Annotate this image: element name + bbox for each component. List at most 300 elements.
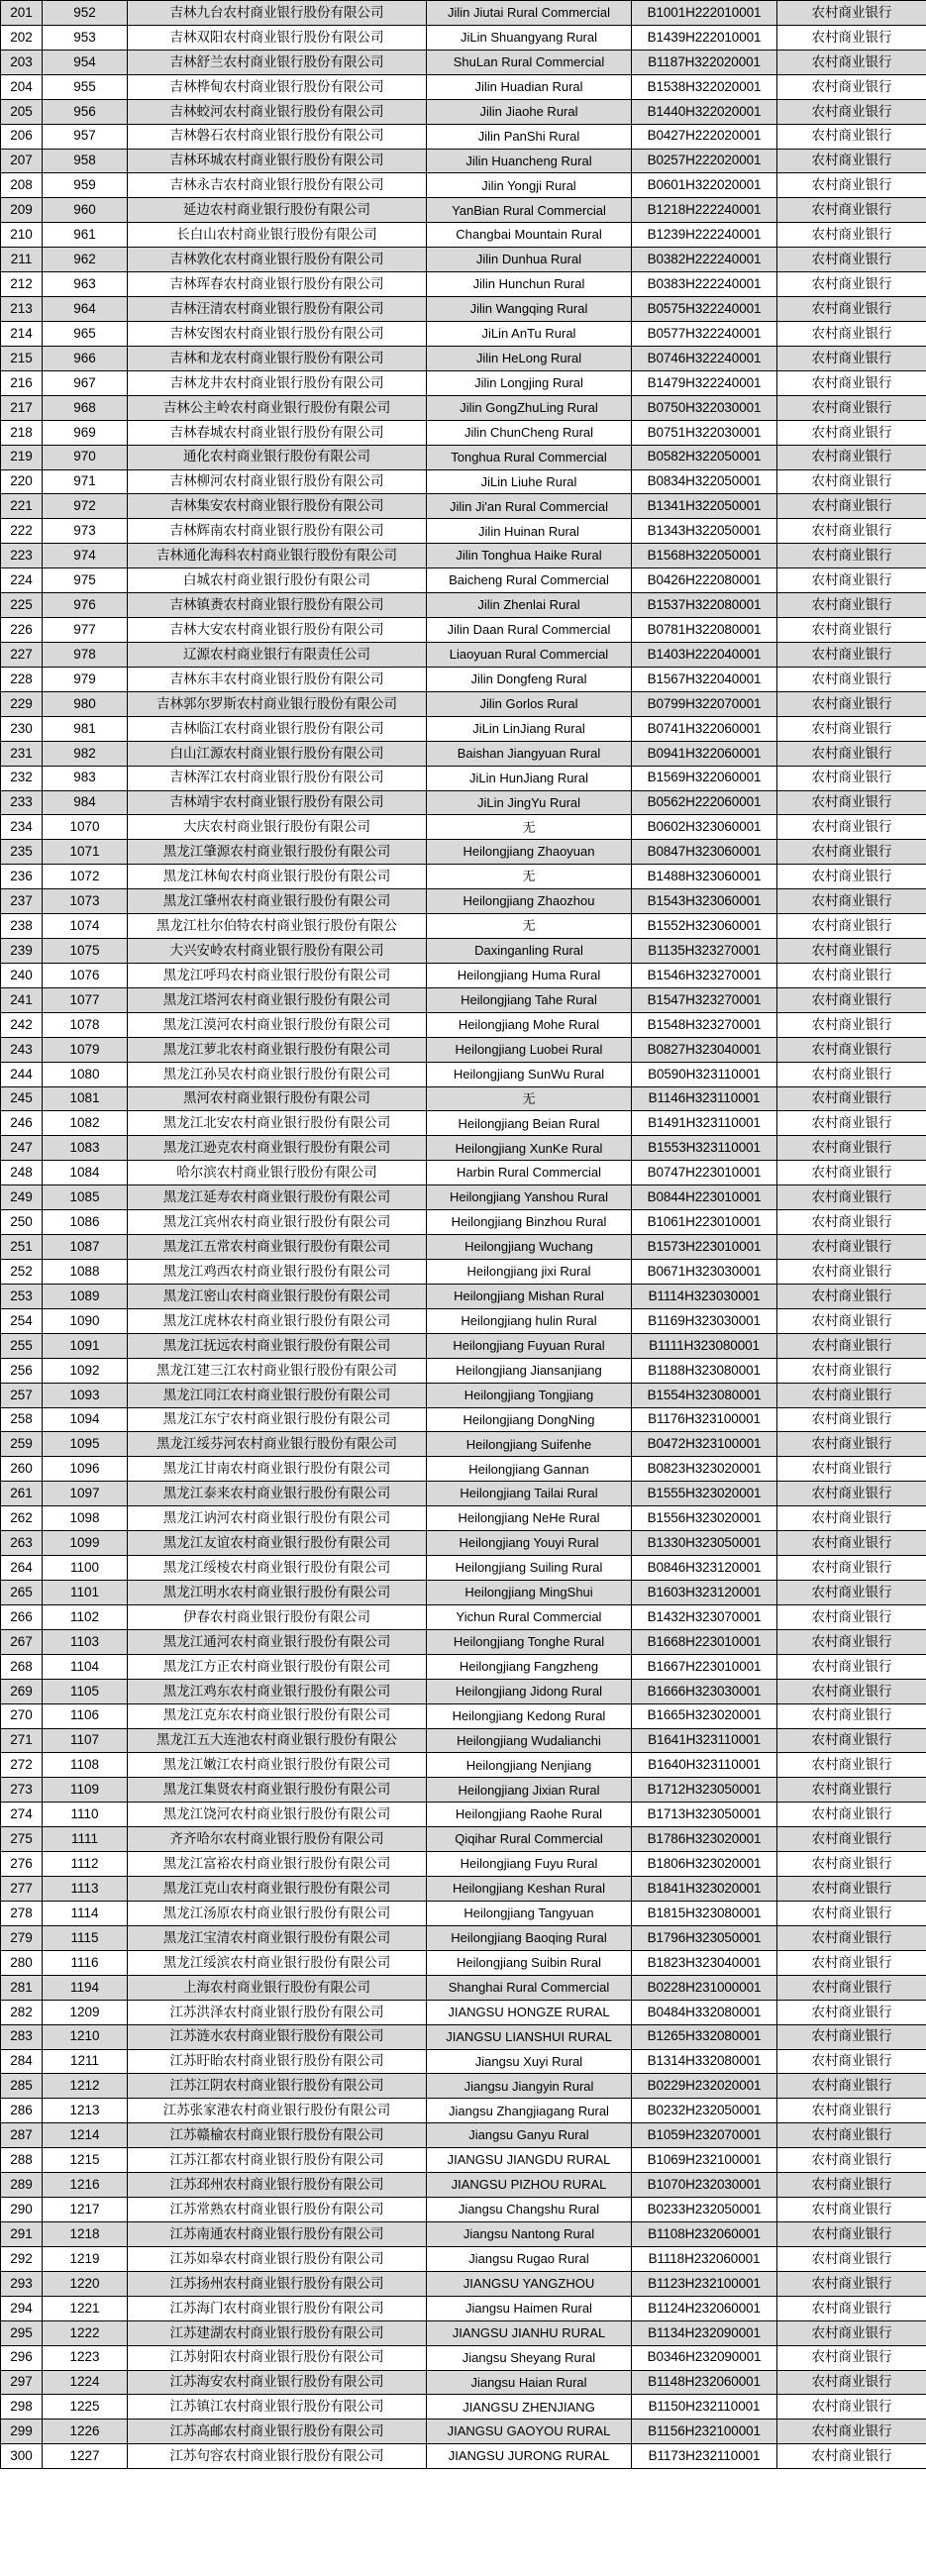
table-row <box>1 1604 926 1629</box>
institution-name-english: Jilin Huinan Rural <box>427 519 632 544</box>
institution-name-english: Heilongjiang Jidong Rural <box>427 1679 632 1703</box>
financial-license-number: B1218H222240001 <box>632 198 777 223</box>
institution-code: 980 <box>43 691 128 716</box>
institution-name-english: Heilongjiang Raohe Rural <box>427 1803 632 1827</box>
institution-name-english: Jiangsu Rugao Rural <box>427 2246 632 2271</box>
table-row <box>1 469 926 494</box>
row-sequence-number: 225 <box>1 593 43 618</box>
institution-type: 农村商业银行 <box>777 25 926 50</box>
institution-code: 1080 <box>43 1062 128 1086</box>
row-sequence-number: 291 <box>1 2221 43 2246</box>
institution-code: 958 <box>43 149 128 173</box>
institution-name-chinese: 大兴安岭农村商业银行股份有限公司 <box>128 939 427 964</box>
institution-name-english: Jilin GongZhuLing Rural <box>427 395 632 420</box>
institution-name-chinese: 黑龙江塔河农村商业银行股份有限公司 <box>128 987 427 1012</box>
financial-license-number: B0426H222080001 <box>632 568 777 593</box>
institution-name-english: Liaoyuan Rural Commercial <box>427 642 632 667</box>
table-row <box>1 420 926 445</box>
institution-name-chinese: 吉林浑江农村商业银行股份有限公司 <box>128 766 427 790</box>
institution-type: 农村商业银行 <box>777 2271 926 2296</box>
institution-name-chinese: 江苏射阳农村商业银行股份有限公司 <box>128 2345 427 2370</box>
financial-license-number: B1001H222010001 <box>632 1 777 26</box>
institution-type: 农村商业银行 <box>777 840 926 865</box>
institution-type: 农村商业银行 <box>777 297 926 322</box>
institution-name-chinese: 黑龙江杜尔伯特农村商业银行股份有限公 <box>128 914 427 939</box>
institution-code: 978 <box>43 642 128 667</box>
institution-code: 1101 <box>43 1581 128 1605</box>
institution-code: 973 <box>43 519 128 544</box>
table-row <box>1 25 926 50</box>
institution-name-english: Baicheng Rural Commercial <box>427 568 632 593</box>
financial-license-number: B1555H323020001 <box>632 1482 777 1506</box>
financial-license-number: B0228H231000001 <box>632 1975 777 2000</box>
institution-name-english: Heilongjiang Zhaozhou <box>427 889 632 914</box>
institution-type: 农村商业银行 <box>777 1210 926 1235</box>
institution-type: 农村商业银行 <box>777 1012 926 1037</box>
institution-type: 农村商业银行 <box>777 1383 926 1407</box>
institution-name-chinese: 吉林磐石农村商业银行股份有限公司 <box>128 124 427 149</box>
institution-code: 1209 <box>43 2000 128 2024</box>
financial-license-number: B0232H232050001 <box>632 2099 777 2123</box>
institution-name-chinese: 吉林通化海科农村商业银行股份有限公司 <box>128 544 427 568</box>
institution-code: 1103 <box>43 1629 128 1654</box>
institution-name-chinese: 吉林蛟河农村商业银行股份有限公司 <box>128 99 427 124</box>
table-row <box>1 395 926 420</box>
institution-name-english: Jilin ChunCheng Rural <box>427 420 632 445</box>
institution-name-english: 无 <box>427 1086 632 1111</box>
institution-type: 农村商业银行 <box>777 2123 926 2148</box>
institution-name-chinese: 黑龙江建三江农村商业银行股份有限公司 <box>128 1358 427 1383</box>
institution-name-chinese: 黑龙江友谊农村商业银行股份有限公司 <box>128 1531 427 1556</box>
financial-license-number: B0427H222020001 <box>632 124 777 149</box>
institution-type: 农村商业银行 <box>777 1482 926 1506</box>
table-row <box>1 939 926 964</box>
institution-name-chinese: 伊春农村商业银行股份有限公司 <box>128 1604 427 1629</box>
financial-license-number: B1479H322240001 <box>632 370 777 395</box>
table-row <box>1 544 926 568</box>
institution-name-chinese: 江苏海门农村商业银行股份有限公司 <box>128 2296 427 2320</box>
financial-license-number: B0827H323040001 <box>632 1037 777 1062</box>
institution-name-chinese: 吉林敦化农村商业银行股份有限公司 <box>128 248 427 272</box>
financial-license-number: B1440H322020001 <box>632 99 777 124</box>
institution-type: 农村商业银行 <box>777 346 926 370</box>
table-row <box>1 1778 926 1803</box>
institution-name-english: Tonghua Rural Commercial <box>427 445 632 469</box>
institution-type: 农村商业银行 <box>777 1 926 26</box>
institution-name-english: JiLin AnTu Rural <box>427 321 632 346</box>
table-row <box>1 2173 926 2198</box>
table-row <box>1 987 926 1012</box>
row-sequence-number: 203 <box>1 50 43 74</box>
row-sequence-number: 253 <box>1 1284 43 1308</box>
table-row <box>1 50 926 74</box>
institution-code: 965 <box>43 321 128 346</box>
row-sequence-number: 254 <box>1 1308 43 1333</box>
institution-type: 农村商业银行 <box>777 420 926 445</box>
financial-license-number: B0602H323060001 <box>632 815 777 840</box>
row-sequence-number: 261 <box>1 1482 43 1506</box>
financial-license-number: B0346H232090001 <box>632 2345 777 2370</box>
row-sequence-number: 220 <box>1 469 43 494</box>
institution-name-english: Jilin Huadian Rural <box>427 74 632 99</box>
institution-type: 农村商业银行 <box>777 1604 926 1629</box>
institution-code: 974 <box>43 544 128 568</box>
institution-name-english: Jilin Jiaohe Rural <box>427 99 632 124</box>
institution-name-english: ShuLan Rural Commercial <box>427 50 632 74</box>
table-row <box>1 618 926 643</box>
table-row <box>1 2345 926 2370</box>
table-row <box>1 2148 926 2173</box>
financial-license-number: B1148H232060001 <box>632 2370 777 2395</box>
financial-license-number: B1059H232070001 <box>632 2123 777 2148</box>
institution-code: 970 <box>43 445 128 469</box>
table-row <box>1 149 926 173</box>
row-sequence-number: 266 <box>1 1604 43 1629</box>
table-row <box>1 248 926 272</box>
institution-type: 农村商业银行 <box>777 469 926 494</box>
row-sequence-number: 242 <box>1 1012 43 1037</box>
institution-name-chinese: 黑龙江绥滨农村商业银行股份有限公司 <box>128 1950 427 1975</box>
financial-license-number: B1135H323270001 <box>632 939 777 964</box>
table-row <box>1 1407 926 1432</box>
table-row <box>1 124 926 149</box>
institution-code: 1194 <box>43 1975 128 2000</box>
institution-type: 农村商业银行 <box>777 987 926 1012</box>
financial-license-number: B1173H232110001 <box>632 2444 777 2469</box>
institution-name-chinese: 吉林临江农村商业银行股份有限公司 <box>128 716 427 741</box>
institution-name-english: Jilin Zhenlai Rural <box>427 593 632 618</box>
institution-name-chinese: 黑龙江克山农村商业银行股份有限公司 <box>128 1877 427 1902</box>
table-row <box>1 1679 926 1703</box>
financial-license-number: B1187H322020001 <box>632 50 777 74</box>
institution-name-english: Heilongjiang Suiling Rural <box>427 1556 632 1581</box>
institution-name-english: Jilin PanShi Rural <box>427 124 632 149</box>
institution-code: 1082 <box>43 1111 128 1136</box>
institution-name-english: JIANGSU JIANGDU RURAL <box>427 2148 632 2173</box>
institution-name-english: JIANGSU YANGZHOU <box>427 2271 632 2296</box>
row-sequence-number: 263 <box>1 1531 43 1556</box>
table-row <box>1 1877 926 1902</box>
institution-name-english: Jilin Longjing Rural <box>427 370 632 395</box>
institution-code: 966 <box>43 346 128 370</box>
financial-license-number: B1552H323060001 <box>632 914 777 939</box>
institution-name-english: Heilongjiang Baoqing Rural <box>427 1925 632 1950</box>
financial-license-number: B1665H323020001 <box>632 1703 777 1728</box>
financial-license-number: B1640H323110001 <box>632 1753 777 1778</box>
institution-code: 959 <box>43 173 128 198</box>
institution-name-chinese: 江苏江都农村商业银行股份有限公司 <box>128 2148 427 2173</box>
institution-code: 967 <box>43 370 128 395</box>
institution-name-english: Jiangsu Xuyi Rural <box>427 2049 632 2074</box>
institution-name-chinese: 黑龙江克东农村商业银行股份有限公司 <box>128 1703 427 1728</box>
institution-type: 农村商业银行 <box>777 1703 926 1728</box>
table-row <box>1 494 926 519</box>
institution-name-chinese: 黑龙江孙吴农村商业银行股份有限公司 <box>128 1062 427 1086</box>
institution-name-english: Heilongjiang MingShui <box>427 1581 632 1605</box>
financial-license-number: B1108H232060001 <box>632 2221 777 2246</box>
institution-type: 农村商业银行 <box>777 1136 926 1161</box>
row-sequence-number: 232 <box>1 766 43 790</box>
table-row <box>1 1012 926 1037</box>
row-sequence-number: 237 <box>1 889 43 914</box>
row-sequence-number: 211 <box>1 248 43 272</box>
table-row <box>1 1161 926 1185</box>
financial-license-number: B0671H323030001 <box>632 1260 777 1285</box>
institution-type: 农村商业银行 <box>777 1852 926 1877</box>
row-sequence-number: 280 <box>1 1950 43 1975</box>
table-row <box>1 2074 926 2099</box>
table-row <box>1 593 926 618</box>
institution-name-english: Jilin Dongfeng Rural <box>427 667 632 691</box>
row-sequence-number: 257 <box>1 1383 43 1407</box>
institution-code: 1114 <box>43 1901 128 1925</box>
institution-code: 1087 <box>43 1235 128 1260</box>
institution-name-chinese: 黑龙江集贤农村商业银行股份有限公司 <box>128 1778 427 1803</box>
row-sequence-number: 269 <box>1 1679 43 1703</box>
institution-name-chinese: 吉林珲春农村商业银行股份有限公司 <box>128 272 427 297</box>
table-row <box>1 2320 926 2345</box>
institution-name-chinese: 黑龙江延寿农村商业银行股份有限公司 <box>128 1185 427 1210</box>
institution-type: 农村商业银行 <box>777 494 926 519</box>
financial-license-number: B1488H323060001 <box>632 865 777 889</box>
row-sequence-number: 243 <box>1 1037 43 1062</box>
institution-name-chinese: 江苏涟水农村商业银行股份有限公司 <box>128 2024 427 2049</box>
institution-name-english: Jilin Huancheng Rural <box>427 149 632 173</box>
row-sequence-number: 246 <box>1 1111 43 1136</box>
financial-license-number: B0846H323120001 <box>632 1556 777 1581</box>
institution-name-chinese: 黑龙江萝北农村商业银行股份有限公司 <box>128 1037 427 1062</box>
table-row <box>1 1506 926 1531</box>
institution-type: 农村商业银行 <box>777 2198 926 2222</box>
row-sequence-number: 295 <box>1 2320 43 2345</box>
institution-name-english: JIANGSU JIANHU RURAL <box>427 2320 632 2345</box>
financial-license-number: B1343H322050001 <box>632 519 777 544</box>
institution-code: 1089 <box>43 1284 128 1308</box>
table-row <box>1 1333 926 1358</box>
row-sequence-number: 264 <box>1 1556 43 1581</box>
institution-name-english: Jilin Hunchun Rural <box>427 272 632 297</box>
institution-code: 968 <box>43 395 128 420</box>
institution-name-english: Changbai Mountain Rural <box>427 223 632 248</box>
table-row <box>1 2049 926 2074</box>
row-sequence-number: 207 <box>1 149 43 173</box>
institution-name-chinese: 江苏盱眙农村商业银行股份有限公司 <box>128 2049 427 2074</box>
row-sequence-number: 229 <box>1 691 43 716</box>
table-row <box>1 2123 926 2148</box>
institution-type: 农村商业银行 <box>777 1235 926 1260</box>
table-row <box>1 1925 926 1950</box>
institution-type: 农村商业银行 <box>777 1457 926 1482</box>
row-sequence-number: 217 <box>1 395 43 420</box>
financial-license-number: B0799H322070001 <box>632 691 777 716</box>
row-sequence-number: 230 <box>1 716 43 741</box>
institution-name-chinese: 齐齐哈尔农村商业银行股份有限公司 <box>128 1827 427 1852</box>
financial-license-number: B1667H223010001 <box>632 1654 777 1679</box>
institution-code: 1111 <box>43 1827 128 1852</box>
institution-code: 962 <box>43 248 128 272</box>
financial-license-number: B1668H223010001 <box>632 1629 777 1654</box>
institution-name-english: Heilongjiang Keshan Rural <box>427 1877 632 1902</box>
institution-type: 农村商业银行 <box>777 1407 926 1432</box>
row-sequence-number: 245 <box>1 1086 43 1111</box>
institution-type: 农村商业银行 <box>777 2049 926 2074</box>
financial-license-number: B0834H322050001 <box>632 469 777 494</box>
row-sequence-number: 259 <box>1 1432 43 1457</box>
table-row <box>1 1086 926 1111</box>
institution-name-chinese: 黑龙江鸡西农村商业银行股份有限公司 <box>128 1260 427 1285</box>
table-row <box>1 1432 926 1457</box>
table-row <box>1 1284 926 1308</box>
institution-name-chinese: 江苏镇江农村商业银行股份有限公司 <box>128 2395 427 2420</box>
table-row <box>1 1950 926 1975</box>
table-row <box>1 173 926 198</box>
row-sequence-number: 233 <box>1 790 43 815</box>
table-row <box>1 1803 926 1827</box>
table-row <box>1 272 926 297</box>
row-sequence-number: 298 <box>1 2395 43 2420</box>
institution-type: 农村商业银行 <box>777 642 926 667</box>
institution-code: 969 <box>43 420 128 445</box>
institution-name-english: 无 <box>427 914 632 939</box>
financial-license-number: B0562H222060001 <box>632 790 777 815</box>
row-sequence-number: 238 <box>1 914 43 939</box>
institution-name-chinese: 吉林双阳农村商业银行股份有限公司 <box>128 25 427 50</box>
institution-code: 1222 <box>43 2320 128 2345</box>
institution-name-english: JIANGSU JURONG RURAL <box>427 2444 632 2469</box>
table-row <box>1 1358 926 1383</box>
table-row <box>1 297 926 322</box>
institution-name-english: Jiangsu Haian Rural <box>427 2370 632 2395</box>
institution-type: 农村商业银行 <box>777 519 926 544</box>
financial-license-number: B1111H323080001 <box>632 1333 777 1358</box>
institution-name-chinese: 吉林龙井农村商业银行股份有限公司 <box>128 370 427 395</box>
institution-name-english: JiLin HunJiang Rural <box>427 766 632 790</box>
institution-name-chinese: 吉林大安农村商业银行股份有限公司 <box>128 618 427 643</box>
institution-code: 1073 <box>43 889 128 914</box>
table-row <box>1 2420 926 2444</box>
financial-license-number: B1554H323080001 <box>632 1383 777 1407</box>
institution-code: 1070 <box>43 815 128 840</box>
row-sequence-number: 235 <box>1 840 43 865</box>
table-row <box>1 2221 926 2246</box>
row-sequence-number: 274 <box>1 1803 43 1827</box>
institution-type: 农村商业银行 <box>777 963 926 987</box>
institution-name-english: Jilin Dunhua Rural <box>427 248 632 272</box>
financial-license-number: B0575H322240001 <box>632 297 777 322</box>
institution-code: 975 <box>43 568 128 593</box>
institution-code: 1074 <box>43 914 128 939</box>
institution-code: 971 <box>43 469 128 494</box>
institution-name-chinese: 黑龙江密山农村商业银行股份有限公司 <box>128 1284 427 1308</box>
institution-type: 农村商业银行 <box>777 1284 926 1308</box>
row-sequence-number: 239 <box>1 939 43 964</box>
institution-name-chinese: 黑龙江宝清农村商业银行股份有限公司 <box>128 1925 427 1950</box>
row-sequence-number: 251 <box>1 1235 43 1260</box>
institution-code: 953 <box>43 25 128 50</box>
table-row <box>1 815 926 840</box>
institution-name-chinese: 黑龙江讷河农村商业银行股份有限公司 <box>128 1506 427 1531</box>
row-sequence-number: 250 <box>1 1210 43 1235</box>
row-sequence-number: 281 <box>1 1975 43 2000</box>
institution-code: 1225 <box>43 2395 128 2420</box>
institution-name-english: Heilongjiang Youyi Rural <box>427 1531 632 1556</box>
institution-name-chinese: 黑龙江绥芬河农村商业银行股份有限公司 <box>128 1432 427 1457</box>
row-sequence-number: 300 <box>1 2444 43 2469</box>
institution-code: 954 <box>43 50 128 74</box>
institution-code: 955 <box>43 74 128 99</box>
institution-code: 1227 <box>43 2444 128 2469</box>
institution-name-english: Heilongjiang Kedong Rural <box>427 1703 632 1728</box>
institution-type: 农村商业银行 <box>777 1037 926 1062</box>
financial-license-number: B0472H323100001 <box>632 1432 777 1457</box>
institution-name-english: Heilongjiang Zhaoyuan <box>427 840 632 865</box>
institution-name-chinese: 黑龙江五常农村商业银行股份有限公司 <box>128 1235 427 1260</box>
row-sequence-number: 283 <box>1 2024 43 2049</box>
table-row <box>1 1 926 26</box>
institution-name-english: Heilongjiang DongNing <box>427 1407 632 1432</box>
institution-name-chinese: 延边农村商业银行股份有限公司 <box>128 198 427 223</box>
institution-code: 1116 <box>43 1950 128 1975</box>
institution-name-chinese: 黑龙江肇源农村商业银行股份有限公司 <box>128 840 427 865</box>
table-row <box>1 716 926 741</box>
institution-name-english: Heilongjiang SunWu Rural <box>427 1062 632 1086</box>
row-sequence-number: 279 <box>1 1925 43 1950</box>
table-row <box>1 1210 926 1235</box>
row-sequence-number: 290 <box>1 2198 43 2222</box>
table-row <box>1 790 926 815</box>
table-row <box>1 1581 926 1605</box>
institution-type: 农村商业银行 <box>777 1358 926 1383</box>
row-sequence-number: 216 <box>1 370 43 395</box>
institution-type: 农村商业银行 <box>777 1629 926 1654</box>
financial-license-number: B0257H222020001 <box>632 149 777 173</box>
institution-name-chinese: 江苏扬州农村商业银行股份有限公司 <box>128 2271 427 2296</box>
institution-code: 1105 <box>43 1679 128 1703</box>
institution-code: 1109 <box>43 1778 128 1803</box>
institution-code: 976 <box>43 593 128 618</box>
row-sequence-number: 231 <box>1 741 43 766</box>
institution-name-english: Heilongjiang Tailai Rural <box>427 1482 632 1506</box>
row-sequence-number: 296 <box>1 2345 43 2370</box>
institution-name-english: YanBian Rural Commercial <box>427 198 632 223</box>
institution-name-english: Harbin Rural Commercial <box>427 1161 632 1185</box>
institution-name-chinese: 吉林公主岭农村商业银行股份有限公司 <box>128 395 427 420</box>
row-sequence-number: 286 <box>1 2099 43 2123</box>
institution-name-chinese: 白山江源农村商业银行股份有限公司 <box>128 741 427 766</box>
institution-type: 农村商业银行 <box>777 1877 926 1902</box>
financial-license-number: B1712H323050001 <box>632 1778 777 1803</box>
financial-license-number: B1341H322050001 <box>632 494 777 519</box>
institution-name-chinese: 黑龙江虎林农村商业银行股份有限公司 <box>128 1308 427 1333</box>
institution-type: 农村商业银行 <box>777 1901 926 1925</box>
row-sequence-number: 285 <box>1 2074 43 2099</box>
institution-code: 1215 <box>43 2148 128 2173</box>
financial-license-number: B0781H322080001 <box>632 618 777 643</box>
table-row <box>1 2395 926 2420</box>
financial-license-number: B1265H332080001 <box>632 2024 777 2049</box>
institution-type: 农村商业银行 <box>777 1432 926 1457</box>
institution-type: 农村商业银行 <box>777 1827 926 1852</box>
institution-name-english: Heilongjiang Tonghe Rural <box>427 1629 632 1654</box>
table-row <box>1 1827 926 1852</box>
row-sequence-number: 222 <box>1 519 43 544</box>
table-row <box>1 568 926 593</box>
institution-name-english: Heilongjiang Tahe Rural <box>427 987 632 1012</box>
institution-type: 农村商业银行 <box>777 223 926 248</box>
institution-type: 农村商业银行 <box>777 2395 926 2420</box>
financial-license-number: B1547H323270001 <box>632 987 777 1012</box>
financial-license-number: B1124H232060001 <box>632 2296 777 2320</box>
